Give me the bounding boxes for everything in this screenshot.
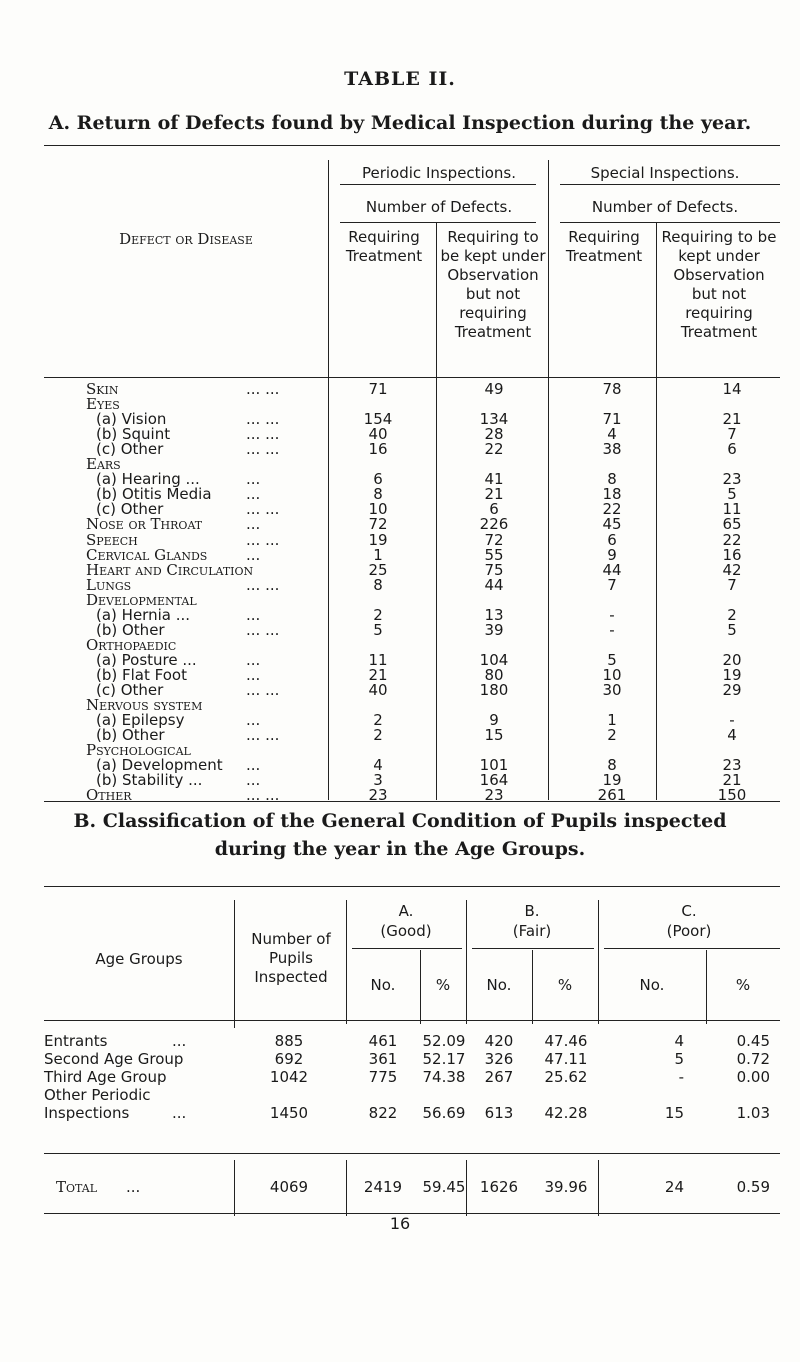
rule-b-head-bottom xyxy=(44,1020,780,1021)
defect-value: 1 xyxy=(607,711,617,730)
defect-value: 78 xyxy=(602,380,622,398)
age-group-value: 52.17 xyxy=(422,1050,466,1068)
periodic-req-treatment: Requiring Treatment xyxy=(345,228,423,265)
defect-value: 16 xyxy=(368,440,388,459)
section-b-heading-line1: B. Classification of the General Condition of Pupils inspected xyxy=(73,810,727,832)
defect-dots: ... ... xyxy=(246,425,280,444)
defect-label: Orthopaedic xyxy=(86,635,177,654)
defect-dots: ... ... xyxy=(246,500,280,519)
defect-value: 44 xyxy=(484,575,504,594)
rule-b-sub-c xyxy=(604,948,780,949)
age-group-value: 0.72 xyxy=(736,1050,770,1068)
defect-value: 8 xyxy=(607,756,617,775)
defect-label: (a) Vision xyxy=(96,410,167,429)
defect-value: 40 xyxy=(368,681,388,699)
age-group-value: 0.45 xyxy=(736,1032,770,1050)
defect-label: (a) Development xyxy=(96,756,223,775)
defect-value: 41 xyxy=(484,470,504,489)
defect-label: Heart and Circulation xyxy=(86,560,254,579)
b-no-header: No. xyxy=(486,976,512,994)
defect-label: Nose or Throat xyxy=(86,515,203,534)
defect-value: 15 xyxy=(484,726,504,745)
rule-b-sub-a xyxy=(352,948,462,949)
total-c-pct: 0.59 xyxy=(736,1178,770,1196)
defect-label: Skin xyxy=(86,380,119,398)
defect-label: (b) Other xyxy=(96,620,165,639)
defect-value: 6 xyxy=(607,530,617,549)
total-number: 4069 xyxy=(269,1178,309,1196)
defect-value: 101 xyxy=(479,756,509,775)
defect-value: 20 xyxy=(722,650,742,669)
defect-value: 1 xyxy=(373,545,383,564)
special-number-header: Number of Defects. xyxy=(591,198,739,216)
defect-value: 4 xyxy=(607,425,617,444)
defect-value: 5 xyxy=(727,485,737,504)
defect-dots: ... xyxy=(246,711,261,730)
defect-value: 261 xyxy=(597,786,627,805)
defect-value: 19 xyxy=(602,771,622,790)
defect-value: 7 xyxy=(727,425,737,444)
defect-value: 38 xyxy=(602,440,622,459)
defect-value: 39 xyxy=(484,620,504,639)
defect-value: 8 xyxy=(373,485,383,504)
total-dots: ... xyxy=(126,1178,141,1196)
defect-value: 72 xyxy=(484,530,504,549)
defect-value: 21 xyxy=(484,485,504,504)
defect-dots: ... ... xyxy=(246,575,280,594)
defect-value: 11 xyxy=(722,500,742,519)
col-age-groups: Age Groups xyxy=(95,950,183,968)
age-group-value: 15 xyxy=(664,1104,684,1122)
defect-label: (c) Other xyxy=(96,500,164,519)
age-group-row xyxy=(0,1104,800,1126)
group-b-label: B. xyxy=(524,902,540,920)
defect-value: 13 xyxy=(484,605,504,624)
defect-value: 180 xyxy=(479,681,509,699)
group-c-sub: (Poor) xyxy=(666,922,712,940)
defect-value: 49 xyxy=(484,380,504,398)
group-a-label: A. xyxy=(398,902,414,920)
defect-label: Ears xyxy=(86,455,121,474)
group-b-sub: (Fair) xyxy=(512,922,552,940)
defect-value: 19 xyxy=(722,665,742,684)
special-header: Special Inspections. xyxy=(590,164,740,182)
defect-dots: ... ... xyxy=(246,410,280,429)
defect-value: 11 xyxy=(368,650,388,669)
defect-dots: ... xyxy=(246,650,261,669)
defect-value: 164 xyxy=(479,771,509,790)
total-a-no: 2419 xyxy=(363,1178,403,1196)
defect-dots: ... xyxy=(246,470,261,489)
defect-value: 71 xyxy=(368,380,388,398)
defect-value: 10 xyxy=(602,665,622,684)
defect-value: 44 xyxy=(602,560,622,579)
defect-label: (a) Epilepsy xyxy=(96,711,185,730)
defect-dots: ... ... xyxy=(246,620,280,639)
section-b-heading-line2: during the year in the Age Groups. xyxy=(214,838,586,860)
age-group-value: 326 xyxy=(484,1050,514,1068)
defect-value: 2 xyxy=(607,726,617,745)
defect-value: 10 xyxy=(368,500,388,519)
defect-value: 55 xyxy=(484,545,504,564)
defect-value: 2 xyxy=(373,726,383,745)
total-b-no: 1626 xyxy=(479,1178,519,1196)
defect-value: 30 xyxy=(602,681,622,699)
defect-label: (c) Other xyxy=(96,440,164,459)
defect-value: - xyxy=(729,711,735,730)
defect-value: 2 xyxy=(373,711,383,730)
group-a-sub: (Good) xyxy=(380,922,432,940)
defect-label: (b) Otitis Media xyxy=(96,485,212,504)
defect-value: 21 xyxy=(722,410,742,429)
defect-dots: ... ... xyxy=(246,380,280,398)
defect-value: 5 xyxy=(607,650,617,669)
age-group-value: 361 xyxy=(368,1050,398,1068)
defect-value: 6 xyxy=(373,470,383,489)
age-group-value: 775 xyxy=(368,1068,398,1086)
age-group-value: 613 xyxy=(484,1104,514,1122)
defect-value: 40 xyxy=(368,425,388,444)
defect-dots: ... ... xyxy=(246,726,280,745)
defect-value: 29 xyxy=(722,681,742,699)
defect-value: 25 xyxy=(368,560,388,579)
defect-value: 9 xyxy=(489,711,499,730)
age-group-label: Second Age Group xyxy=(44,1050,184,1068)
age-group-value: 1450 xyxy=(269,1104,309,1122)
defect-dots: ... ... xyxy=(246,681,280,699)
periodic-header: Periodic Inspections. xyxy=(361,164,516,182)
defect-value: 22 xyxy=(602,500,622,519)
total-row xyxy=(0,1178,800,1200)
defect-value: 7 xyxy=(727,575,737,594)
rule-sub2-s xyxy=(560,222,780,223)
periodic-req-obs: Requiring to be kept under Observation but not requiring Treatment xyxy=(440,228,546,341)
special-req-treatment: Requiring Treatment xyxy=(565,228,643,265)
col-number-inspected: Number of Pupils Inspected xyxy=(251,930,331,986)
age-group-value: 74.38 xyxy=(422,1068,466,1086)
defect-value: 22 xyxy=(722,530,742,549)
defect-label: (b) Other xyxy=(96,726,165,745)
age-group-value: 0.00 xyxy=(736,1068,770,1086)
age-group-value: 822 xyxy=(368,1104,398,1122)
defect-value: - xyxy=(609,605,615,624)
defect-value: 7 xyxy=(607,575,617,594)
defect-label: Developmental xyxy=(86,590,197,609)
defect-dots: ... xyxy=(246,665,261,684)
defect-value: 14 xyxy=(722,380,742,398)
total-c-no: 24 xyxy=(664,1178,684,1196)
defect-value: 2 xyxy=(373,605,383,624)
age-group-value: 25.62 xyxy=(544,1068,588,1086)
defect-dots: ... xyxy=(246,605,261,624)
age-group-value: 692 xyxy=(274,1050,304,1068)
age-group-dots: ... xyxy=(172,1032,187,1050)
age-group-value: 1042 xyxy=(269,1068,309,1086)
rule-top xyxy=(44,145,780,146)
defect-value: 134 xyxy=(479,410,509,429)
age-group-value: 420 xyxy=(484,1032,514,1050)
defect-dots: ... xyxy=(246,756,261,775)
defect-dots: ... xyxy=(246,545,261,564)
defect-value: 75 xyxy=(484,560,504,579)
defect-label: (c) Other xyxy=(96,681,164,699)
defect-label: Nervous system xyxy=(86,696,203,715)
defect-value: 21 xyxy=(368,665,388,684)
defect-value: 72 xyxy=(368,515,388,534)
rule-b-v1 xyxy=(234,900,235,1028)
defect-value: 8 xyxy=(607,470,617,489)
rule-b-sub-b xyxy=(472,948,594,949)
age-group-label: Other Periodic xyxy=(44,1086,151,1104)
defect-label: Eyes xyxy=(86,395,120,414)
age-group-value: 461 xyxy=(368,1032,398,1050)
defect-label: (b) Flat Foot xyxy=(96,665,187,684)
defect-value: 23 xyxy=(722,470,742,489)
defect-dots: ... xyxy=(246,485,261,504)
defect-value: 19 xyxy=(368,530,388,549)
defect-value: 18 xyxy=(602,485,622,504)
defect-label: (b) Stability ... xyxy=(96,771,203,790)
age-group-label: Entrants xyxy=(44,1032,108,1050)
rule-sub-periodic xyxy=(340,184,536,185)
age-group-value: 42.28 xyxy=(544,1104,588,1122)
defect-value: 23 xyxy=(368,786,388,805)
defect-value: 22 xyxy=(484,440,504,459)
defect-value: 45 xyxy=(602,515,622,534)
defect-label: Other xyxy=(86,786,132,805)
defect-dots: ... xyxy=(246,771,261,790)
defect-value: 104 xyxy=(479,650,509,669)
rule-sub2-p xyxy=(340,222,536,223)
defect-label: Speech xyxy=(86,530,138,549)
defect-value: 21 xyxy=(722,771,742,790)
group-c-label: C. xyxy=(681,902,697,920)
age-group-value: 1.03 xyxy=(736,1104,770,1122)
defect-value: 28 xyxy=(484,425,504,444)
rule-b-top xyxy=(44,886,780,887)
defect-value: 23 xyxy=(722,756,742,775)
age-group-value: 885 xyxy=(274,1032,304,1050)
a-no-header: No. xyxy=(370,976,396,994)
defect-label: (a) Hearing ... xyxy=(96,470,200,489)
defect-value: 2 xyxy=(727,605,737,624)
age-group-value: 47.11 xyxy=(544,1050,588,1068)
defect-value: 4 xyxy=(727,726,737,745)
defect-dots: ... ... xyxy=(246,440,280,459)
age-group-value: 4 xyxy=(674,1032,684,1050)
defect-value: 80 xyxy=(484,665,504,684)
defect-label: (a) Hernia ... xyxy=(96,605,191,624)
defect-value: 9 xyxy=(607,545,617,564)
defect-value: 23 xyxy=(484,786,504,805)
defect-value: 6 xyxy=(489,500,499,519)
total-a-pct: 59.45 xyxy=(422,1178,466,1196)
defect-label: (a) Posture ... xyxy=(96,650,197,669)
page-number: 16 xyxy=(389,1214,411,1233)
age-group-value: - xyxy=(678,1068,684,1086)
total-b-pct: 39.96 xyxy=(544,1178,588,1196)
b-pct-header: % xyxy=(557,976,573,994)
defect-value: 6 xyxy=(727,440,737,459)
defect-label: (b) Squint xyxy=(96,425,171,444)
c-no-header: No. xyxy=(639,976,665,994)
defect-value: 71 xyxy=(602,410,622,429)
defect-value: 42 xyxy=(722,560,742,579)
defect-dots: ... ... xyxy=(246,530,280,549)
table-title: TABLE II. xyxy=(344,68,456,90)
special-req-obs: Requiring to be kept under Observation but not requiring Treatment xyxy=(661,228,777,341)
defect-label: Psychological xyxy=(86,741,191,760)
defect-value: 4 xyxy=(373,756,383,775)
age-group-value: 47.46 xyxy=(544,1032,588,1050)
defect-label: Lungs xyxy=(86,575,132,594)
rule-b-total-top xyxy=(44,1153,780,1154)
defect-value: 5 xyxy=(373,620,383,639)
defect-row xyxy=(0,786,800,806)
defect-value: 154 xyxy=(363,410,393,429)
age-group-value: 56.69 xyxy=(422,1104,466,1122)
defect-dots: ... ... xyxy=(246,786,280,805)
defect-value: 3 xyxy=(373,771,383,790)
a-pct-header: % xyxy=(435,976,451,994)
defect-value: 5 xyxy=(727,620,737,639)
age-group-value: 267 xyxy=(484,1068,514,1086)
defect-value: 16 xyxy=(722,545,742,564)
col-defect-header: Defect or Disease xyxy=(119,230,253,248)
age-group-label: Inspections xyxy=(44,1104,130,1122)
age-group-value: 52.09 xyxy=(422,1032,466,1050)
defect-value: - xyxy=(609,620,615,639)
age-group-value: 5 xyxy=(674,1050,684,1068)
age-group-dots: ... xyxy=(172,1104,187,1122)
c-pct-header: % xyxy=(735,976,751,994)
defect-dots: ... xyxy=(246,515,261,534)
periodic-number-header: Number of Defects. xyxy=(365,198,513,216)
defect-label: Cervical Glands xyxy=(86,545,208,564)
rule-sub-special xyxy=(560,184,780,185)
rule-head-bottom xyxy=(44,377,780,378)
age-group-label: Third Age Group xyxy=(44,1068,167,1086)
defect-value: 8 xyxy=(373,575,383,594)
defect-value: 65 xyxy=(722,515,742,534)
defect-value: 226 xyxy=(479,515,509,534)
defect-value: 150 xyxy=(717,786,747,805)
section-a-heading: A. Return of Defects found by Medical Inspection during the year. xyxy=(48,112,752,134)
total-label: Total xyxy=(56,1178,98,1196)
